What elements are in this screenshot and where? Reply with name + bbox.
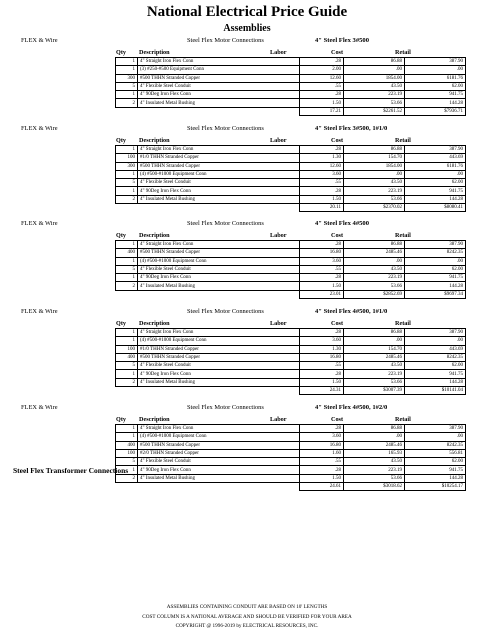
labor-cell: 1.60 <box>300 449 344 457</box>
table-row <box>116 329 466 337</box>
qty-cell: 5 <box>116 179 138 187</box>
description-cell: 4" 90Deg Iron Flex Conn <box>138 370 300 378</box>
cost-cell: 165.93 <box>344 449 405 457</box>
labor-cell: .55 <box>300 179 344 187</box>
description-cell: 4" Flexible Steel Conduit <box>138 179 300 187</box>
labor-cell: 3.60 <box>300 170 344 178</box>
table-row <box>116 91 466 99</box>
qty-column-header: Qty <box>116 49 126 56</box>
retail-cell: .00 <box>405 170 466 178</box>
section-header <box>0 36 494 47</box>
cost-cell: 223.19 <box>344 91 405 99</box>
retail-cell: 387.90 <box>405 146 466 154</box>
table-row <box>116 58 466 66</box>
qty-cell: 400 <box>116 353 138 361</box>
total-cost: $3018.62 <box>344 483 405 491</box>
cost-cell: .00 <box>344 170 405 178</box>
cost-cell: 53.66 <box>344 99 405 107</box>
total-retail: $9697.34 <box>405 290 466 298</box>
qty-column-header: Qty <box>116 232 126 239</box>
labor-cell: 1.50 <box>300 99 344 107</box>
qty-column-header: Qty <box>116 320 126 327</box>
qty-cell: 2 <box>116 282 138 290</box>
total-retail: $10254.17 <box>405 483 466 491</box>
description-cell: (4) #500-#1000 Equipment Conn <box>138 337 300 345</box>
section-category: FLEX & Wire <box>21 125 58 132</box>
table-row <box>116 362 466 370</box>
retail-cell: 6181.76 <box>405 162 466 170</box>
assembly-table <box>115 328 466 395</box>
table-row <box>116 195 466 203</box>
table-row <box>116 154 466 162</box>
labor-column-header: Labor <box>270 416 287 423</box>
total-labor: 17.21 <box>300 107 344 115</box>
description-cell: 4" 90Deg Iron Flex Conn <box>138 91 300 99</box>
cost-cell: 53.66 <box>344 474 405 482</box>
retail-cell: 941.75 <box>405 274 466 282</box>
description-cell: 4" Insulated Metal Bushing <box>138 282 300 290</box>
cost-cell: 86.88 <box>344 425 405 433</box>
labor-cell: .28 <box>300 241 344 249</box>
description-cell: #500 THHN Stranded Copper <box>138 441 300 449</box>
description-cell: 4" Insulated Metal Bushing <box>138 474 300 482</box>
section-subcategory: Steel Flex Motor Connections <box>187 220 264 227</box>
retail-cell: 62.00 <box>405 265 466 273</box>
column-headers <box>0 318 494 328</box>
description-cell: (4) #500-#1000 Equipment Conn <box>138 257 300 265</box>
description-column-header: Description <box>139 49 170 56</box>
empty-cell <box>138 107 300 115</box>
assembly-table <box>115 57 466 116</box>
labor-cell: .28 <box>300 274 344 282</box>
table-row <box>116 378 466 386</box>
description-cell: 4" Flexible Steel Conduit <box>138 82 300 90</box>
total-labor: 24.61 <box>300 483 344 491</box>
retail-cell: 941.75 <box>405 466 466 474</box>
retail-column-header: Retail <box>395 232 411 239</box>
labor-cell: .55 <box>300 458 344 466</box>
cost-cell: 86.88 <box>344 146 405 154</box>
footer-copyright: COPYRIGHT @ 1996-2019 by ELECTRICAL RESOURCES, INC. <box>175 623 319 629</box>
page-subtitle: Assemblies <box>223 23 271 34</box>
retail-cell: 443.69 <box>405 154 466 162</box>
column-headers <box>0 414 494 424</box>
qty-cell: 100 <box>116 449 138 457</box>
cost-cell: 43.50 <box>344 82 405 90</box>
table-row <box>116 274 466 282</box>
description-column-header: Description <box>139 416 170 423</box>
qty-cell: 2 <box>116 99 138 107</box>
footer-note-cost: COST COLUMN IS A NATIONAL AVERAGE AND SHOULD BE VERIFIED FOR YOUR AREA <box>142 614 352 620</box>
total-row <box>116 387 466 395</box>
labor-cell: 1.50 <box>300 282 344 290</box>
qty-cell: 1 <box>116 91 138 99</box>
qty-cell: 300 <box>116 162 138 170</box>
retail-cell: 8242.35 <box>405 249 466 257</box>
labor-cell: 16.80 <box>300 249 344 257</box>
description-cell: #500 THHN Stranded Copper <box>138 353 300 361</box>
cost-cell: 223.19 <box>344 187 405 195</box>
qty-cell: 1 <box>116 257 138 265</box>
qty-column-header: Qty <box>116 416 126 423</box>
column-headers <box>0 47 494 57</box>
retail-cell: 62.00 <box>405 362 466 370</box>
assembly-section <box>0 124 494 212</box>
total-row <box>116 204 466 212</box>
table-row <box>116 345 466 353</box>
table-row <box>116 249 466 257</box>
labor-cell: .28 <box>300 466 344 474</box>
labor-cell: 3.60 <box>300 337 344 345</box>
section-header <box>0 307 494 318</box>
qty-cell: 1 <box>116 241 138 249</box>
description-cell: 4" 90Deg Iron Flex Conn <box>138 274 300 282</box>
assembly-section <box>0 403 494 491</box>
retail-cell: 62.00 <box>405 179 466 187</box>
qty-cell: 1 <box>116 66 138 74</box>
qty-cell: 2 <box>116 474 138 482</box>
labor-cell: .28 <box>300 425 344 433</box>
assembly-name: 4" Steel Flex 3#500, 1#1/0 <box>315 125 388 132</box>
assembly-section <box>0 307 494 395</box>
table-row <box>116 425 466 433</box>
table-row <box>116 170 466 178</box>
total-retail: $7936.71 <box>405 107 466 115</box>
cost-cell: 154.70 <box>344 345 405 353</box>
table-row <box>116 337 466 345</box>
cost-column-header: Cost <box>331 416 344 423</box>
description-cell: 4" Insulated Metal Bushing <box>138 99 300 107</box>
empty-cell <box>116 483 138 491</box>
total-cost: $2261.52 <box>344 107 405 115</box>
cost-cell: .00 <box>344 337 405 345</box>
labor-cell: 3.60 <box>300 257 344 265</box>
labor-cell: .55 <box>300 362 344 370</box>
total-row <box>116 483 466 491</box>
labor-cell: 1.30 <box>300 345 344 353</box>
retail-cell: 941.75 <box>405 187 466 195</box>
qty-cell: 400 <box>116 441 138 449</box>
retail-cell: .00 <box>405 433 466 441</box>
description-cell: 4" Straight Iron Flex Conn <box>138 425 300 433</box>
description-column-header: Description <box>139 320 170 327</box>
retail-cell: 144.28 <box>405 99 466 107</box>
table-row <box>116 162 466 170</box>
assembly-name: 4" Steel Flex 4#500, 1#2/0 <box>315 404 388 411</box>
description-cell: #500 THHN Stranded Copper <box>138 162 300 170</box>
cost-cell: 43.50 <box>344 179 405 187</box>
cost-cell: 53.66 <box>344 378 405 386</box>
qty-column-header: Qty <box>116 137 126 144</box>
description-cell: #500 THHN Stranded Copper <box>138 249 300 257</box>
retail-cell: 144.28 <box>405 282 466 290</box>
transformer-heading: Steel Flex Transformer Connections <box>13 466 129 475</box>
cost-cell: 43.50 <box>344 362 405 370</box>
retail-cell: 144.28 <box>405 474 466 482</box>
table-row <box>116 66 466 74</box>
empty-cell <box>116 290 138 298</box>
cost-column-header: Cost <box>331 137 344 144</box>
table-row <box>116 474 466 482</box>
cost-cell: .00 <box>344 66 405 74</box>
qty-cell: 5 <box>116 362 138 370</box>
labor-cell: .28 <box>300 91 344 99</box>
assembly-name: 4" Steel Flex 3#500 <box>315 37 370 44</box>
retail-column-header: Retail <box>395 416 411 423</box>
labor-column-header: Labor <box>270 137 287 144</box>
assembly-table <box>115 424 466 491</box>
labor-cell: 2.00 <box>300 66 344 74</box>
retail-cell: 387.90 <box>405 241 466 249</box>
total-cost: $2852.69 <box>344 290 405 298</box>
total-row <box>116 290 466 298</box>
retail-column-header: Retail <box>395 137 411 144</box>
qty-cell: 1 <box>116 146 138 154</box>
total-labor: 20.11 <box>300 204 344 212</box>
retail-cell: 62.00 <box>405 458 466 466</box>
labor-cell: .28 <box>300 370 344 378</box>
qty-cell: 1 <box>116 329 138 337</box>
cost-cell: 1854.00 <box>344 162 405 170</box>
table-row <box>116 241 466 249</box>
description-column-header: Description <box>139 137 170 144</box>
labor-cell: .28 <box>300 58 344 66</box>
retail-cell: 941.75 <box>405 91 466 99</box>
total-retail: $10141.04 <box>405 387 466 395</box>
qty-cell: 5 <box>116 458 138 466</box>
labor-cell: 16.80 <box>300 441 344 449</box>
qty-cell: 1 <box>116 466 138 474</box>
table-row <box>116 466 466 474</box>
labor-cell: .55 <box>300 82 344 90</box>
section-category: FLEX & Wire <box>21 37 58 44</box>
qty-cell: 1 <box>116 170 138 178</box>
description-cell: 4" Straight Iron Flex Conn <box>138 241 300 249</box>
table-row <box>116 99 466 107</box>
description-cell: 4" Straight Iron Flex Conn <box>138 146 300 154</box>
qty-cell: 1 <box>116 274 138 282</box>
retail-cell: .00 <box>405 66 466 74</box>
description-cell: #1/0 THHN Stranded Copper <box>138 345 300 353</box>
empty-cell <box>138 290 300 298</box>
empty-cell <box>116 387 138 395</box>
cost-cell: 1854.00 <box>344 74 405 82</box>
qty-cell: 100 <box>116 345 138 353</box>
table-row <box>116 187 466 195</box>
total-labor: 23.01 <box>300 290 344 298</box>
qty-cell: 1 <box>116 425 138 433</box>
labor-cell: .55 <box>300 265 344 273</box>
qty-cell: 5 <box>116 82 138 90</box>
section-header <box>0 124 494 135</box>
description-cell: (4) #500-#1000 Equipment Conn <box>138 170 300 178</box>
labor-cell: 1.50 <box>300 474 344 482</box>
labor-cell: 1.50 <box>300 195 344 203</box>
qty-cell: 1 <box>116 433 138 441</box>
qty-cell: 2 <box>116 378 138 386</box>
table-row <box>116 441 466 449</box>
cost-cell: 86.88 <box>344 329 405 337</box>
table-row <box>116 179 466 187</box>
total-cost: $2370.02 <box>344 204 405 212</box>
qty-cell: 100 <box>116 154 138 162</box>
assembly-section <box>0 36 494 116</box>
retail-cell: .00 <box>405 337 466 345</box>
assembly-table <box>115 240 466 299</box>
retail-cell: 387.90 <box>405 329 466 337</box>
table-row <box>116 370 466 378</box>
section-header <box>0 219 494 230</box>
section-category: FLEX & Wire <box>21 308 58 315</box>
cost-cell: 53.66 <box>344 195 405 203</box>
cost-column-header: Cost <box>331 232 344 239</box>
labor-cell: 12.60 <box>300 162 344 170</box>
empty-cell <box>138 387 300 395</box>
assembly-table <box>115 145 466 212</box>
retail-cell: 144.28 <box>405 195 466 203</box>
cost-cell: 223.19 <box>344 274 405 282</box>
cost-cell: 86.88 <box>344 58 405 66</box>
description-cell: #500 THHN Stranded Copper <box>138 74 300 82</box>
description-cell: #1/0 THHN Stranded Copper <box>138 154 300 162</box>
labor-cell: 3.60 <box>300 433 344 441</box>
cost-cell: 154.70 <box>344 154 405 162</box>
labor-column-header: Labor <box>270 320 287 327</box>
qty-cell: 1 <box>116 187 138 195</box>
labor-cell: .28 <box>300 146 344 154</box>
retail-cell: 443.69 <box>405 345 466 353</box>
description-cell: 4" Flexible Steel Conduit <box>138 362 300 370</box>
cost-cell: 2485.46 <box>344 441 405 449</box>
table-row <box>116 146 466 154</box>
description-cell: 4" Straight Iron Flex Conn <box>138 58 300 66</box>
total-labor: 24.31 <box>300 387 344 395</box>
section-category: FLEX & Wire <box>21 220 58 227</box>
qty-cell: 1 <box>116 58 138 66</box>
description-cell: 4" 90Deg Iron Flex Conn <box>138 187 300 195</box>
cost-column-header: Cost <box>331 49 344 56</box>
qty-cell: 2 <box>116 195 138 203</box>
section-subcategory: Steel Flex Motor Connections <box>187 125 264 132</box>
retail-cell: 6181.76 <box>405 74 466 82</box>
labor-cell: .28 <box>300 329 344 337</box>
cost-cell: 2485.46 <box>344 353 405 361</box>
cost-cell: 2485.46 <box>344 249 405 257</box>
retail-column-header: Retail <box>395 320 411 327</box>
footer-note-lengths: ASSEMBLIES CONTAINING CONDUIT ARE BASED ON 10' LENGTHS <box>166 604 328 610</box>
retail-cell: 387.90 <box>405 58 466 66</box>
section-subcategory: Steel Flex Motor Connections <box>187 308 264 315</box>
table-row <box>116 82 466 90</box>
table-row <box>116 458 466 466</box>
section-category: FLEX & Wire <box>21 404 58 411</box>
labor-column-header: Labor <box>270 49 287 56</box>
labor-cell: 1.30 <box>300 154 344 162</box>
cost-column-header: Cost <box>331 320 344 327</box>
description-cell: #2/0 THHN Stranded Copper <box>138 449 300 457</box>
empty-cell <box>138 204 300 212</box>
table-row <box>116 449 466 457</box>
table-row <box>116 433 466 441</box>
total-cost: $3007.39 <box>344 387 405 395</box>
description-cell: 4" Insulated Metal Bushing <box>138 195 300 203</box>
labor-cell: 12.60 <box>300 74 344 82</box>
description-cell: 4" Straight Iron Flex Conn <box>138 329 300 337</box>
labor-cell: 16.80 <box>300 353 344 361</box>
qty-cell: 300 <box>116 74 138 82</box>
empty-cell <box>116 204 138 212</box>
section-subcategory: Steel Flex Motor Connections <box>187 37 264 44</box>
description-column-header: Description <box>139 232 170 239</box>
labor-column-header: Labor <box>270 232 287 239</box>
qty-cell: 5 <box>116 265 138 273</box>
column-headers <box>0 135 494 145</box>
retail-cell: 8242.35 <box>405 441 466 449</box>
assembly-section <box>0 219 494 299</box>
cost-cell: 223.19 <box>344 370 405 378</box>
empty-cell <box>116 107 138 115</box>
qty-cell: 400 <box>116 249 138 257</box>
retail-cell: 144.28 <box>405 378 466 386</box>
assembly-name: 4" Steel Flex 4#500 <box>315 220 370 227</box>
retail-cell: 62.00 <box>405 82 466 90</box>
section-header <box>0 403 494 414</box>
column-headers <box>0 230 494 240</box>
table-row <box>116 257 466 265</box>
page-title: National Electrical Price Guide <box>146 4 348 20</box>
cost-cell: 86.88 <box>344 241 405 249</box>
labor-cell: 1.50 <box>300 378 344 386</box>
labor-cell: .28 <box>300 187 344 195</box>
qty-cell: 1 <box>116 337 138 345</box>
cost-cell: 43.50 <box>344 458 405 466</box>
retail-cell: .00 <box>405 257 466 265</box>
description-cell: 4" Flexible Steel Conduit <box>138 265 300 273</box>
cost-cell: .00 <box>344 433 405 441</box>
cost-cell: 223.19 <box>344 466 405 474</box>
table-row <box>116 265 466 273</box>
table-row <box>116 74 466 82</box>
description-cell: 4" Flexible Steel Conduit <box>138 458 300 466</box>
table-row <box>116 282 466 290</box>
description-cell: (3) #250-#500 Equipment Conn <box>138 66 300 74</box>
retail-column-header: Retail <box>395 49 411 56</box>
total-retail: $8080.41 <box>405 204 466 212</box>
description-cell: (4) #500-#1000 Equipment Conn <box>138 433 300 441</box>
cost-cell: .00 <box>344 257 405 265</box>
cost-cell: 53.66 <box>344 282 405 290</box>
section-subcategory: Steel Flex Motor Connections <box>187 404 264 411</box>
total-row <box>116 107 466 115</box>
table-row <box>116 353 466 361</box>
assembly-name: 4" Steel Flex 4#500, 1#1/0 <box>315 308 388 315</box>
retail-cell: 556.81 <box>405 449 466 457</box>
description-cell: 4" Insulated Metal Bushing <box>138 378 300 386</box>
empty-cell <box>138 483 300 491</box>
retail-cell: 8242.35 <box>405 353 466 361</box>
retail-cell: 387.90 <box>405 425 466 433</box>
cost-cell: 43.50 <box>344 265 405 273</box>
description-cell: 4" 90Deg Iron Flex Conn <box>138 466 300 474</box>
retail-cell: 941.75 <box>405 370 466 378</box>
qty-cell: 1 <box>116 370 138 378</box>
